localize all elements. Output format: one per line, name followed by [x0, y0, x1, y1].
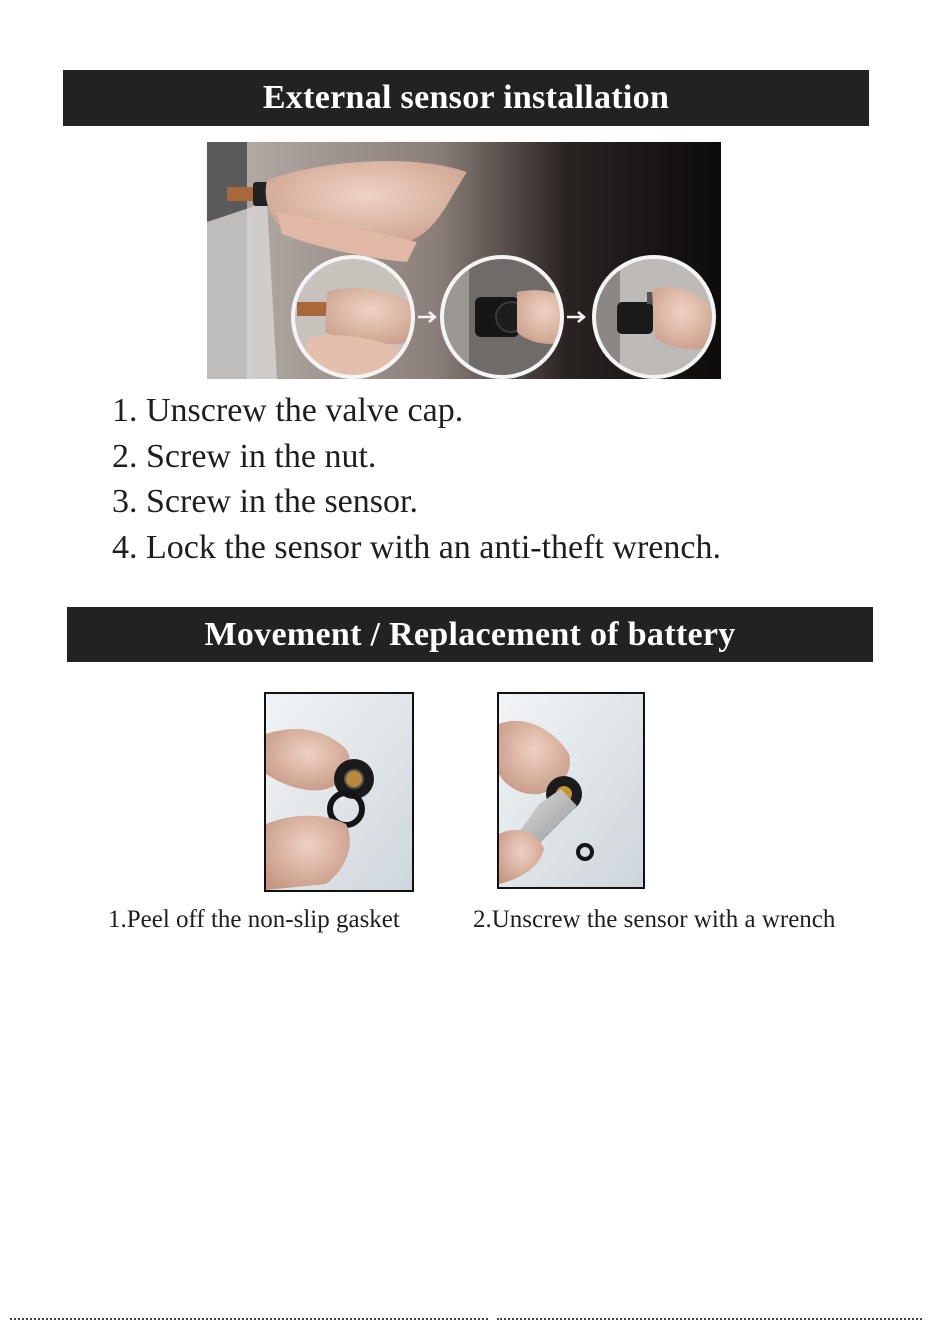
step-3: 3. Screw in the sensor.: [112, 483, 418, 520]
caption-peel-gasket: 1.Peel off the non-slip gasket: [108, 906, 400, 933]
step-4: 4. Lock the sensor with an anti-theft wrench.: [112, 528, 721, 566]
section-title-external-sensor: External sensor installation: [63, 70, 869, 126]
page-edge-divider: [497, 1318, 922, 1320]
wrench-photo: [497, 692, 645, 889]
step-1: 1. Unscrew the valve cap.: [112, 392, 464, 429]
page-edge-divider: [10, 1318, 488, 1320]
step-2: 2. Screw in the nut.: [112, 437, 377, 475]
caption-unscrew-sensor: 2.Unscrew the sensor with a wrench: [473, 906, 836, 933]
section-title-battery: Movement / Replacement of battery: [67, 607, 873, 662]
gasket-photo: [264, 692, 414, 892]
installation-photo: [207, 142, 721, 379]
installation-steps: [112, 388, 721, 570]
